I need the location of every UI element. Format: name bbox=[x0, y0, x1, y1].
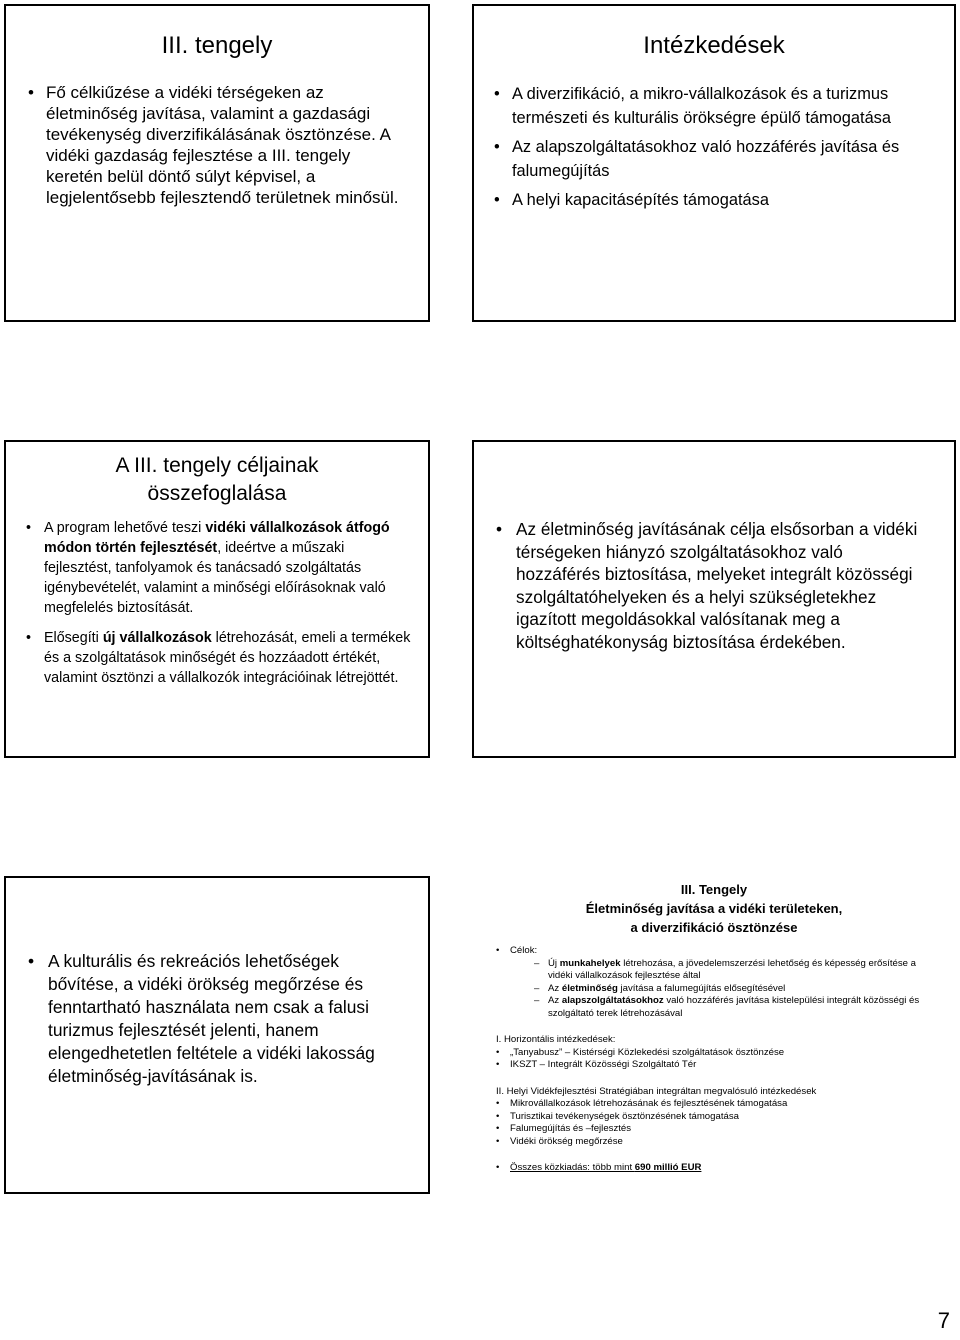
bullet-item: • Az életminőség javításának célja elsősorban a vidéki térségeken hiányzó szolgáltatásokhoz való hozzáférés biztosítása, melyeket integrált közösségi szolgáltatóhelyeken és a helyi szükségletekhez igazított megoldásokkal valósítanak meg a költséghatékonyság biztosítása érdekében. bbox=[496, 518, 930, 654]
bold-text: vidéki vállalkozások átfogó módon történ fejlesztését bbox=[44, 520, 390, 556]
text-run: Elősegíti bbox=[44, 630, 103, 646]
title-line: III. Tengely bbox=[680, 882, 748, 897]
bullet-item: • A helyi kapacitásépítés támogatása bbox=[494, 188, 936, 212]
spacer bbox=[472, 1148, 956, 1162]
slide-1 bbox=[4, 4, 430, 322]
title-line: A III. tengely céljainak bbox=[115, 454, 319, 477]
measure-item: • Vidéki örökség megőrzése bbox=[496, 1136, 926, 1149]
bullet-list bbox=[496, 518, 930, 654]
title-line: a diverzifikáció ösztönzése bbox=[630, 920, 798, 935]
slide-3 bbox=[4, 440, 430, 758]
spacer bbox=[472, 1020, 956, 1034]
spacer bbox=[472, 1072, 956, 1086]
total-list bbox=[496, 1162, 926, 1175]
goals-list bbox=[496, 945, 926, 1020]
text-run: Az bbox=[548, 995, 562, 1006]
bold-text: alapszolgáltatásokhoz bbox=[561, 995, 664, 1006]
measure-item: • Falumegújítás és –fejlesztés bbox=[496, 1123, 926, 1136]
bullet-list bbox=[28, 82, 410, 208]
goal-item bbox=[534, 995, 926, 1020]
measure-list bbox=[496, 1098, 926, 1148]
measure-item: • Turisztikai tevékenységek ösztönzésének támogatása bbox=[496, 1111, 926, 1124]
bullet-list bbox=[26, 518, 412, 688]
title-line: Életminőség javítása a vidéki területeken, bbox=[585, 901, 843, 916]
bullet-list bbox=[28, 950, 408, 1088]
text-run: Új bbox=[548, 957, 560, 969]
title-line: összefoglalása bbox=[147, 482, 287, 505]
measure-list bbox=[496, 1047, 926, 1072]
measure-item: • „Tanyabusz” – Kistérségi Közlekedési szolgáltatások ösztönzése bbox=[496, 1047, 926, 1060]
slide-title bbox=[472, 880, 956, 937]
text-run: létrehozását, emeli a termékek és a szolgáltatások minőségét és hozzáadott értékét, valamint ösztönzi a vállalkozók integrációinak létrejöttét. bbox=[44, 630, 411, 686]
text-run: létrehozása, a jövedelemszerzési lehetőség és képesség erősítése a vidéki vállalkozások fejlesztése által bbox=[548, 957, 916, 981]
section-title: I. Horizontális intézkedések: bbox=[496, 1034, 616, 1045]
section-title: II. Helyi Vidékfejlesztési Stratégiában integráltan megvalósuló intézkedések bbox=[496, 1085, 817, 1097]
bullet-item bbox=[26, 518, 412, 618]
text-run: Az bbox=[548, 982, 562, 994]
slide-4 bbox=[472, 440, 956, 758]
bold-text: életminőség bbox=[561, 982, 618, 994]
measure-item: • IKSZT – Integrált Közösségi Szolgáltató Tér bbox=[496, 1059, 926, 1072]
slide-5 bbox=[4, 876, 430, 1194]
bold-text: 690 millió EUR bbox=[634, 1162, 702, 1173]
horizontal-measures-section bbox=[496, 1034, 926, 1072]
measure-item: • Mikrovállalkozások létrehozásának és fejlesztésének támogatása bbox=[496, 1098, 926, 1111]
goals-label-text: Célok: bbox=[510, 945, 538, 956]
text-run: javítása a falumegújítás elősegítésével bbox=[617, 982, 786, 994]
text-run: való hozzáférés javítása kistelepülési integrált közösségi és szolgáltató terek létrehozásával bbox=[548, 995, 920, 1019]
bullet-item bbox=[26, 628, 412, 688]
slide-title: III. tengely bbox=[161, 32, 273, 59]
page-number: 7 bbox=[937, 1308, 950, 1333]
total-section bbox=[496, 1162, 926, 1175]
goal-item bbox=[534, 983, 926, 996]
bullet-item: • A kulturális és rekreációs lehetőségek bővítése, a vidéki örökség megőrzése és fenntartható használata nem csak a falusi turizmus fejlesztését jelenti, hanem elengedhetetlen feltétele a vidéki lakosság életminőség-javításának is. bbox=[28, 950, 408, 1088]
text-run: Összes közkiadás: több mint bbox=[510, 1162, 635, 1173]
bold-text: új vállalkozások bbox=[102, 630, 212, 646]
goal-list bbox=[510, 958, 926, 1021]
slide-6 bbox=[472, 876, 956, 1194]
bullet-item: • Fő célkiűzése a vidéki térségeken az életminőség javítása, valamint a gazdasági tevékenység diverzifikálásának ösztönzése. A vidéki gazdaság fejlesztése a III. tengely keretén belül döntő súlyt képvisel, a legjelentősebb fejlesztendő területnek minősül. bbox=[28, 82, 410, 208]
bullet-item: • A diverzifikáció, a mikro-vállalkozások és a turizmus természeti és kulturális örökségre épülő támogatása bbox=[494, 82, 936, 130]
bold-text: munkahelyek bbox=[559, 957, 621, 969]
local-strategy-section bbox=[496, 1086, 926, 1149]
slide-title bbox=[6, 452, 428, 508]
slide-2 bbox=[472, 4, 956, 322]
text-run: , ideértve a műszaki fejlesztést, tanfolyamok és tanácsadó szolgáltatás igénybevételét, valamint a minőségi előírásoknak való megfelelés biztosítását. bbox=[44, 540, 386, 616]
text-run: A program lehetővé teszi bbox=[44, 520, 206, 536]
total-expenditure bbox=[496, 1162, 926, 1175]
goal-item bbox=[534, 958, 926, 983]
goals-section bbox=[496, 945, 926, 1020]
bullet-list bbox=[494, 82, 936, 212]
goals-label bbox=[496, 945, 926, 1020]
bullet-item: • Az alapszolgáltatásokhoz való hozzáférés javítása és falumegújítás bbox=[494, 135, 936, 183]
slide-title: Intézkedések bbox=[643, 32, 785, 59]
